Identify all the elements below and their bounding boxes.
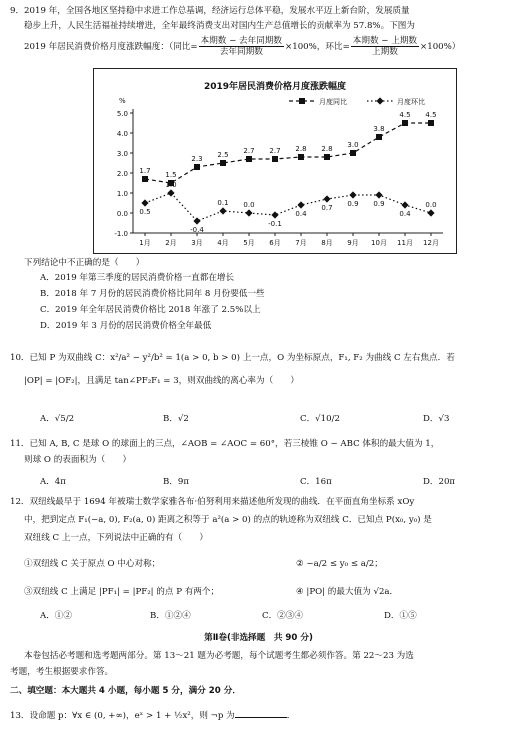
data-label: 0.4 (399, 210, 411, 218)
q12-option-a: A．①② (40, 611, 72, 621)
q12-statement-2: ② −a/2 ≤ y₀ ≤ a/2； (296, 559, 383, 569)
q12-option-d: D．①⑤ (384, 611, 417, 621)
q13-text: 13．设命题 p：∀x ∈ (0, +∞)，eˣ > 1 + ½x²，则 ¬p 为 (10, 711, 235, 721)
q9-line3-c: ×100%） (420, 42, 461, 52)
q10-option-c: C．√10/2 (300, 414, 340, 424)
y-tick-label: 0.0 (116, 210, 128, 218)
q10-line2: |OP| = |OF₂|，且满足 tan∠PF₂F₁ = 3，则双曲线的离心率为（ ） (24, 376, 299, 386)
part2-note-line2: 考题，考生根据要求作答。 (10, 667, 114, 677)
q12-line3: 双纽线 C 上一点，下列说法中正确的有（ ） (24, 533, 208, 543)
q12-option-b: B．①②④ (150, 611, 191, 621)
data-label: 2.8 (295, 145, 307, 153)
x-tick-label: 5月 (243, 239, 255, 247)
legend-marker (299, 98, 305, 104)
q11-option-d: D．20π (423, 477, 456, 487)
q9-line3-a: 2019 年居民消费价格月度涨跌幅度：（同比= (24, 42, 198, 52)
y-tick-label: 3.0 (116, 150, 128, 158)
data-label: 4.5 (425, 111, 437, 119)
q11-option-c: C．16π (300, 477, 332, 487)
data-label: 0.7 (321, 204, 333, 212)
y-tick-label: -1.0 (114, 230, 128, 238)
part2-note-line1: 本卷包括必考题和选考题两部分。第 13～21 题为必考题，每个试题考生都必须作答。第 22～23 为选 (24, 651, 414, 661)
data-label: 3.8 (373, 125, 385, 133)
fill-in-section-heading: 二、填空题：本大题共 4 小题，每小题 5 分，满分 20 分． (10, 686, 241, 696)
data-label: 3.0 (347, 141, 359, 149)
q12-statement-3: ③双纽线 C 上满足 |PF₁| = |PF₂| 的点 P 有两个； (24, 587, 220, 597)
q9-question: 下列结论中不正确的是（ ） (24, 258, 145, 268)
data-label: -0.4 (190, 226, 204, 234)
q11-line2: 则球 O 的表面积为（ ） (24, 455, 132, 465)
data-point (402, 120, 408, 126)
legend-label: 月度环比 (397, 98, 425, 106)
data-point (246, 156, 252, 162)
q9-option-b: B．2018 年 7 月份的居民消费价格比同年 8 月份要低一些 (40, 289, 265, 299)
x-tick-label: 3月 (191, 239, 203, 247)
cpi-chart (93, 68, 457, 254)
data-point (428, 120, 434, 126)
q11-option-b: B．9π (163, 477, 190, 487)
data-label: 2.8 (321, 145, 333, 153)
data-label: 0.5 (139, 208, 151, 216)
data-label: 1.5 (165, 171, 177, 179)
q9-option-d: D．2019 年 3 月份的居民消费价格全年最低 (40, 321, 212, 331)
x-tick-label: 12月 (423, 239, 439, 247)
q10-line1: 10．已知 P 为双曲线 C：x²/a² − y²/b² = 1(a > 0, b > 0) 上一点，O 为坐标原点，F₁, F₂ 为曲线 C 左右焦点．若 (10, 353, 455, 363)
y-tick-label: 5.0 (116, 110, 128, 118)
x-tick-label: 11月 (397, 239, 413, 247)
data-label: 0.0 (425, 201, 437, 209)
yoy-formula-num: 本期数 − 去年同期数 (200, 36, 283, 46)
q9-line3-b: ×100%，环比= (285, 42, 350, 52)
mom-formula-num: 本期数 − 上期数 (352, 36, 418, 46)
part2-title: 第Ⅱ卷(非选择题 共 90 分) (204, 633, 313, 643)
y-tick-label: 2.0 (116, 170, 128, 178)
data-label: 2.7 (243, 147, 255, 155)
q10-option-b: B．√2 (163, 414, 189, 424)
q13-answer-blank (235, 708, 287, 718)
data-label: 2.3 (191, 155, 203, 163)
data-label: 2.5 (217, 151, 229, 159)
q10-option-d: D．√3 (423, 414, 450, 424)
data-point (194, 164, 200, 170)
data-point (272, 156, 278, 162)
x-tick-label: 2月 (165, 239, 177, 247)
q9-line1: 9．2019 年，全国各地区坚持稳中求进工作总基调，经济运行总体平稳，发展水平迈上新台阶，发展质量 (10, 6, 410, 16)
q13-line (10, 708, 295, 722)
q10-option-a: A．√5/2 (40, 414, 75, 424)
data-label: 0.1 (217, 199, 229, 207)
chart-title: 2019年居民消费价格月度涨跌幅度 (203, 82, 347, 92)
q12-line1: 12．双纽线最早于 1694 年被瑞士数学家雅各布·伯努利用来描述他所发现的曲线．在平面直角坐标系 xOy (10, 497, 415, 507)
data-label: 1.0 (165, 181, 177, 189)
data-point (220, 160, 226, 166)
y-tick-label: 1.0 (116, 190, 128, 198)
data-label: 0.9 (347, 200, 359, 208)
yoy-formula (199, 36, 284, 57)
data-point (298, 154, 304, 160)
q11-option-a: A．4π (40, 477, 66, 487)
mom-formula (351, 36, 419, 57)
data-point (350, 150, 356, 156)
data-label: 2.7 (269, 147, 281, 155)
x-tick-label: 9月 (347, 239, 359, 247)
q13-end: ． (286, 711, 296, 721)
data-label: 1.7 (139, 167, 151, 175)
data-point (142, 176, 148, 182)
data-label: 0.0 (243, 201, 255, 209)
q12-line2: 中，把到定点 F₁(−a, 0), F₂(a, 0) 距离之积等于 a²(a > 0) 的点的轨迹称为双纽线 C．已知点 P(x₀, y₀) 是 (24, 515, 432, 525)
q12-option-c: C．②③④ (262, 611, 303, 621)
x-tick-label: 1月 (139, 239, 151, 247)
data-label: 4.5 (399, 111, 411, 119)
x-tick-label: 4月 (217, 239, 229, 247)
q9-option-c: C．2019 年全年居民消费价格比 2018 年涨了 2.5%以上 (40, 305, 261, 315)
data-label: -0.1 (268, 220, 282, 228)
q12-statement-4: ④ |PO| 的最大值为 √2a． (296, 587, 399, 597)
data-label: 0.9 (373, 200, 385, 208)
y-tick-label: 4.0 (116, 130, 128, 138)
legend-label: 月度同比 (319, 98, 347, 106)
q12-statement-1: ①双纽线 C 关于原点 O 中心对称； (24, 559, 161, 569)
data-point (376, 134, 382, 140)
mom-formula-den: 上期数 (372, 47, 398, 57)
x-tick-label: 6月 (269, 239, 281, 247)
x-tick-label: 7月 (295, 239, 307, 247)
q9-line3 (24, 35, 460, 59)
q9-line2: 稳步上升，人民生活福祉持续增进，全年最终消费支出对国内生产总值增长的贡献率为 57.8%。下图为 (24, 21, 415, 31)
yoy-formula-den: 去年同期数 (219, 47, 263, 57)
data-label: 0.4 (295, 210, 307, 218)
x-tick-label: 8月 (321, 239, 333, 247)
y-axis-label: % (119, 97, 126, 105)
q11-line1: 11．已知 A, B, C 是球 O 的球面上的三点，∠AOB = ∠AOC = 60°，若三棱锥 O − ABC 体积的最大值为 1， (10, 439, 440, 449)
x-tick-label: 10月 (371, 239, 387, 247)
data-point (324, 154, 330, 160)
q9-option-a: A．2019 年第三季度的居民消费价格一直都在增长 (40, 273, 235, 283)
